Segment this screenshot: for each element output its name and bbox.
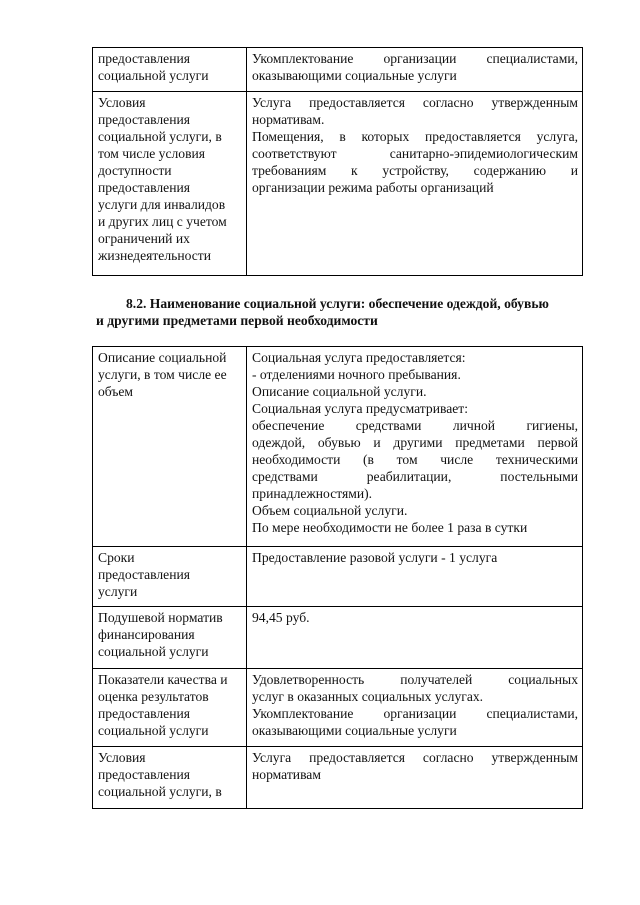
label-line: предоставления bbox=[98, 767, 191, 782]
label-line: социальной услуги, в bbox=[98, 129, 222, 144]
label-line: оценка результатов bbox=[98, 689, 209, 704]
value-line: Удовлетворенность получателей социальных bbox=[252, 672, 578, 687]
label-line: Условия bbox=[98, 95, 146, 110]
row-value-cell bbox=[247, 607, 583, 669]
value-line: Объем социальной услуги. bbox=[252, 503, 408, 518]
label-line: предоставления bbox=[98, 706, 191, 721]
table-row bbox=[93, 347, 583, 547]
value-line: Предоставление разовой услуги - 1 услуга bbox=[252, 550, 498, 565]
row-value-cell bbox=[247, 92, 583, 276]
table-row bbox=[93, 547, 583, 607]
row-value-cell bbox=[247, 347, 583, 547]
value-line: Услуга предоставляется согласно утвержденным bbox=[252, 95, 578, 110]
label-line: объем bbox=[98, 384, 134, 399]
label-line: услуги для инвалидов bbox=[98, 197, 226, 212]
row-label-cell bbox=[93, 747, 247, 809]
table-row bbox=[93, 669, 583, 747]
label-line: доступности bbox=[98, 163, 172, 178]
label-line: социальной услуги, в bbox=[98, 784, 222, 799]
label-line: том числе условия bbox=[98, 146, 206, 161]
label-line: ограничений их bbox=[98, 231, 190, 246]
row-value-cell bbox=[247, 669, 583, 747]
row-label-cell bbox=[93, 48, 247, 92]
table-row bbox=[93, 48, 583, 92]
row-label-cell bbox=[93, 607, 247, 669]
label-line: социальной услуги bbox=[98, 644, 209, 659]
value-line: обеспечение средствами личной гигиены, bbox=[252, 418, 578, 433]
value-line: соответствуют санитарно-эпидемиологическим bbox=[252, 146, 578, 161]
label-line: предоставления bbox=[98, 112, 191, 127]
label-line: социальной услуги bbox=[98, 68, 209, 83]
label-line: социальной услуги bbox=[98, 723, 209, 738]
service-table-8-2 bbox=[92, 346, 583, 809]
label-line: Условия bbox=[98, 750, 146, 765]
table-row bbox=[93, 607, 583, 669]
value-line: принадлежностями). bbox=[252, 486, 373, 501]
row-label-cell bbox=[93, 669, 247, 747]
section-heading-line: 8.2. Наименование социальной услуги: обеспечение одеждой, обувью bbox=[126, 296, 549, 311]
value-line: средствами реабилитации, постельными bbox=[252, 469, 578, 484]
value-line: Помещения, в которых предоставляется услуга, bbox=[252, 129, 578, 144]
label-line: финансирования bbox=[98, 627, 195, 642]
label-line: Описание социальной bbox=[98, 350, 227, 365]
value-line: Социальная услуга предоставляется: bbox=[252, 350, 466, 365]
value-line: Укомплектование организации специалистами, bbox=[252, 706, 578, 721]
label-line: Сроки bbox=[98, 550, 135, 565]
value-line: нормативам bbox=[252, 767, 321, 782]
value-line: услуг в оказанных социальных услугах. bbox=[252, 689, 484, 704]
label-line: Показатели качества и bbox=[98, 672, 228, 687]
row-label-cell bbox=[93, 92, 247, 276]
value-line: 94,45 руб. bbox=[252, 610, 310, 625]
value-line: - отделениями ночного пребывания. bbox=[252, 367, 461, 382]
value-line: По мере необходимости не более 1 раза в сутки bbox=[252, 520, 528, 535]
value-line: оказывающими социальные услуги bbox=[252, 723, 457, 738]
section-heading-line: и другими предметами первой необходимости bbox=[96, 313, 378, 328]
label-line: услуги, в том числе ее bbox=[98, 367, 227, 382]
label-line: Подушевой норматив bbox=[98, 610, 223, 625]
value-line: организации режима работы организаций bbox=[252, 180, 494, 195]
row-value-cell bbox=[247, 48, 583, 92]
label-line: предоставления bbox=[98, 567, 191, 582]
value-line: Услуга предоставляется согласно утвержденным bbox=[252, 750, 578, 765]
value-line: требованиям к устройству, содержанию и bbox=[252, 163, 578, 178]
row-value-cell bbox=[247, 547, 583, 607]
value-line: Укомплектование организации специалистами, bbox=[252, 51, 578, 66]
value-line: оказывающими социальные услуги bbox=[252, 68, 457, 83]
value-line: Описание социальной услуги. bbox=[252, 384, 427, 399]
row-label-cell bbox=[93, 547, 247, 607]
service-table-8-1-continued bbox=[92, 47, 583, 276]
label-line: предоставления bbox=[98, 180, 191, 195]
table-row bbox=[93, 92, 583, 276]
row-value-cell bbox=[247, 747, 583, 809]
section-heading bbox=[96, 295, 582, 329]
value-line: нормативам. bbox=[252, 112, 325, 127]
value-line: одеждой, обувью и другими предметами первой bbox=[252, 435, 578, 450]
label-line: предоставления bbox=[98, 51, 191, 66]
label-line: услуги bbox=[98, 584, 138, 599]
table-row bbox=[93, 747, 583, 809]
label-line: жизнедеятельности bbox=[98, 248, 211, 263]
value-line: необходимости (в том числе техническими bbox=[252, 452, 578, 467]
row-label-cell bbox=[93, 347, 247, 547]
label-line: и других лиц с учетом bbox=[98, 214, 227, 229]
value-line: Социальная услуга предусматривает: bbox=[252, 401, 468, 416]
